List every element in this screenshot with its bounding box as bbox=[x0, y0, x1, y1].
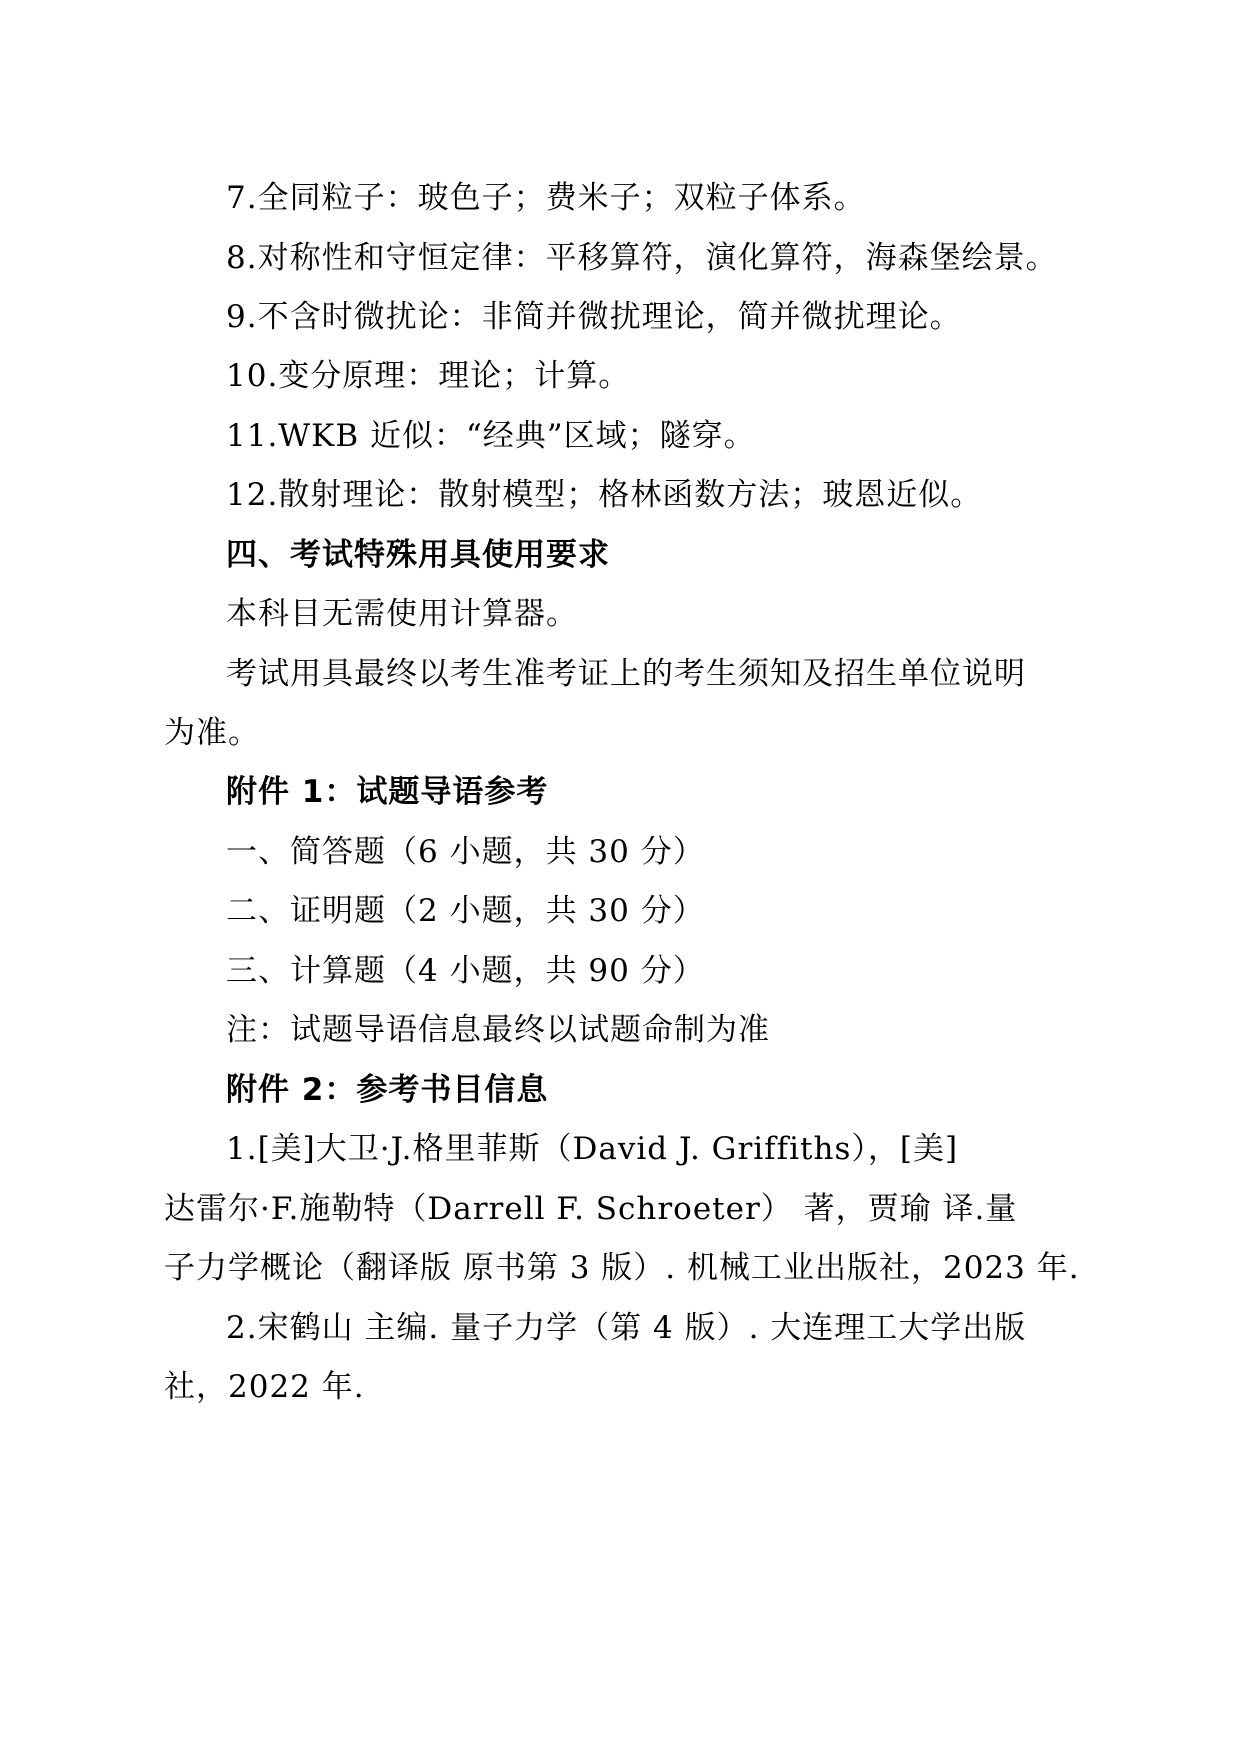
exam-tools-note-line-2: 为准。 bbox=[164, 715, 260, 751]
topic-item-9: 9.不含时微扰论：非简并微扰理论，简并微扰理论。 bbox=[226, 299, 962, 335]
topic-item-12: 12.散射理论：散射模型；格林函数方法；玻恩近似。 bbox=[226, 477, 983, 513]
section-heading-exam-tools: 四、考试特殊用具使用要求 bbox=[226, 537, 610, 573]
appendix-2-heading: 附件 2：参考书目信息 bbox=[226, 1072, 549, 1108]
reference-1-line-2: 达雷尔·F.施勒特（Darrell F. Schroeter） 著，贾瑜 译.量 bbox=[164, 1191, 1018, 1227]
reference-1-line-1: 1.[美]大卫·J.格里菲斯（David J. Griffiths），[美] bbox=[226, 1131, 959, 1167]
question-type-proof: 二、证明题（2 小题，共 30 分） bbox=[226, 893, 705, 929]
exam-tools-note-line-1: 考试用具最终以考生准考证上的考生须知及招生单位说明 bbox=[226, 656, 1026, 692]
reference-2-line-2: 社，2022 年. bbox=[164, 1369, 365, 1405]
topic-item-11: 11.WKB 近似：“经典”区域；隧穿。 bbox=[226, 418, 756, 454]
topic-item-8: 8.对称性和守恒定律：平移算符，演化算符，海森堡绘景。 bbox=[226, 240, 1058, 276]
topic-item-10: 10.变分原理：理论；计算。 bbox=[226, 358, 631, 394]
question-type-calculation: 三、计算题（4 小题，共 90 分） bbox=[226, 953, 705, 989]
reference-1-line-3: 子力学概论（翻译版 原书第 3 版）. 机械工业出版社，2023 年. bbox=[164, 1250, 1080, 1286]
question-type-short-answer: 一、简答题（6 小题，共 30 分） bbox=[226, 834, 705, 870]
calculator-note: 本科目无需使用计算器。 bbox=[226, 596, 578, 632]
appendix-1-heading: 附件 1：试题导语参考 bbox=[226, 774, 549, 810]
reference-2-line-1: 2.宋鹤山 主编. 量子力学（第 4 版）. 大连理工大学出版 bbox=[226, 1310, 1027, 1346]
topic-item-7: 7.全同粒子：玻色子；费米子；双粒子体系。 bbox=[226, 180, 866, 216]
appendix-1-note: 注：试题导语信息最终以试题命制为准 bbox=[226, 1012, 770, 1048]
